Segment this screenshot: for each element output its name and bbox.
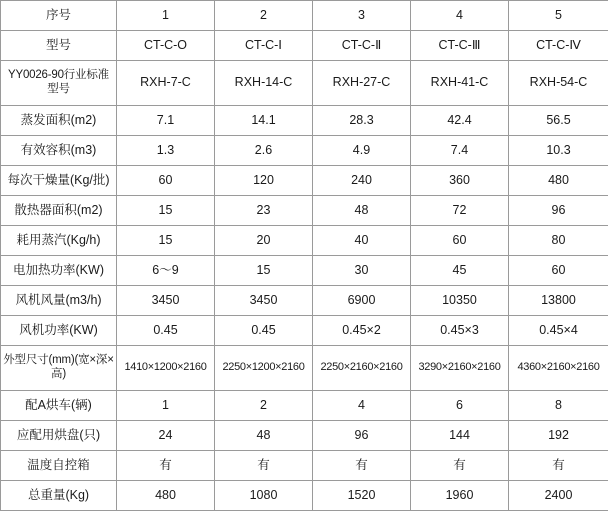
table-row [1, 136, 608, 166]
table-cell: RXH-54-C [509, 61, 608, 106]
table-cell: 120 [215, 166, 313, 196]
table-row [1, 391, 608, 421]
table-cell: 144 [411, 421, 509, 451]
table-row [1, 61, 608, 106]
table-cell: 15 [117, 226, 215, 256]
table-cell: 6900 [313, 286, 411, 316]
table-cell: 7.4 [411, 136, 509, 166]
table-cell: CT-C-Ⅳ [509, 31, 608, 61]
table-cell: 60 [509, 256, 608, 286]
table-row [1, 106, 608, 136]
row-label: 温度自控箱 [1, 451, 117, 481]
table-row [1, 346, 608, 391]
table-cell: 6 [411, 391, 509, 421]
row-label: 有效容积(m3) [1, 136, 117, 166]
table-row [1, 31, 608, 61]
table-cell: 48 [215, 421, 313, 451]
table-cell: 3 [313, 1, 411, 31]
table-cell: 14.1 [215, 106, 313, 136]
table-cell: CT-C-O [117, 31, 215, 61]
table-cell: 28.3 [313, 106, 411, 136]
table-cell: 10350 [411, 286, 509, 316]
table-row [1, 166, 608, 196]
table-cell: 1 [117, 391, 215, 421]
table-row [1, 256, 608, 286]
table-cell: 3290×2160×2160 [411, 346, 509, 391]
table-cell: 1520 [313, 481, 411, 511]
table-cell: 2400 [509, 481, 608, 511]
table-body [1, 1, 608, 511]
table-cell: 56.5 [509, 106, 608, 136]
table-cell: 1960 [411, 481, 509, 511]
table-cell: 1410×1200×2160 [117, 346, 215, 391]
table-cell: 2.6 [215, 136, 313, 166]
table-row [1, 451, 608, 481]
table-row [1, 481, 608, 511]
table-cell: 0.45×2 [313, 316, 411, 346]
table-cell: 0.45 [117, 316, 215, 346]
table-cell: 48 [313, 196, 411, 226]
table-row [1, 1, 608, 31]
table-cell: 96 [313, 421, 411, 451]
table-cell: 10.3 [509, 136, 608, 166]
table-cell: 42.4 [411, 106, 509, 136]
table-cell: RXH-27-C [313, 61, 411, 106]
table-row [1, 421, 608, 451]
table-cell: 480 [117, 481, 215, 511]
table-row [1, 226, 608, 256]
table-cell: 3450 [117, 286, 215, 316]
table-cell: RXH-7-C [117, 61, 215, 106]
table-cell: 6～9 [117, 256, 215, 286]
row-label: 风机风量(m3/h) [1, 286, 117, 316]
table-cell: 30 [313, 256, 411, 286]
table-cell: RXH-41-C [411, 61, 509, 106]
table-cell: 有 [117, 451, 215, 481]
table-cell: 0.45 [215, 316, 313, 346]
row-label: 耗用蒸汽(Kg/h) [1, 226, 117, 256]
table-cell: CT-C-Ⅰ [215, 31, 313, 61]
table-cell: 60 [117, 166, 215, 196]
table-cell: 1 [117, 1, 215, 31]
table-row [1, 316, 608, 346]
row-label: 型号 [1, 31, 117, 61]
table-cell: 480 [509, 166, 608, 196]
table-cell: 13800 [509, 286, 608, 316]
row-label: 风机功率(KW) [1, 316, 117, 346]
table-cell: 96 [509, 196, 608, 226]
row-label: 每次干燥量(Kg/批) [1, 166, 117, 196]
table-row [1, 196, 608, 226]
table-cell: 80 [509, 226, 608, 256]
table-cell: 23 [215, 196, 313, 226]
table-cell: 有 [509, 451, 608, 481]
table-cell: 360 [411, 166, 509, 196]
table-cell: 0.45×4 [509, 316, 608, 346]
table-cell: 60 [411, 226, 509, 256]
table-cell: RXH-14-C [215, 61, 313, 106]
table-cell: 有 [313, 451, 411, 481]
table-cell: 15 [117, 196, 215, 226]
table-cell: 192 [509, 421, 608, 451]
table-cell: 4 [313, 391, 411, 421]
table-cell: 2250×1200×2160 [215, 346, 313, 391]
table-cell: 4 [411, 1, 509, 31]
table-cell: 20 [215, 226, 313, 256]
row-label: YY0026-90行业标准型号 [1, 61, 117, 106]
table-cell: 4.9 [313, 136, 411, 166]
table-cell: 5 [509, 1, 608, 31]
row-label: 配A烘车(辆) [1, 391, 117, 421]
table-cell: CT-C-Ⅱ [313, 31, 411, 61]
table-cell: 有 [411, 451, 509, 481]
table-cell: CT-C-Ⅲ [411, 31, 509, 61]
row-label: 序号 [1, 1, 117, 31]
table-cell: 240 [313, 166, 411, 196]
table-cell: 45 [411, 256, 509, 286]
row-label: 应配用烘盘(只) [1, 421, 117, 451]
row-label: 外型尺寸(mm)(宽×深×高) [1, 346, 117, 391]
table-cell: 72 [411, 196, 509, 226]
table-cell: 24 [117, 421, 215, 451]
table-cell: 7.1 [117, 106, 215, 136]
table-cell: 1.3 [117, 136, 215, 166]
row-label: 散热器面积(m2) [1, 196, 117, 226]
table-cell: 3450 [215, 286, 313, 316]
table-cell: 1080 [215, 481, 313, 511]
table-cell: 2 [215, 391, 313, 421]
table-cell: 15 [215, 256, 313, 286]
table-cell: 2 [215, 1, 313, 31]
row-label: 电加热功率(KW) [1, 256, 117, 286]
table-cell: 2250×2160×2160 [313, 346, 411, 391]
table-row [1, 286, 608, 316]
row-label: 蒸发面积(m2) [1, 106, 117, 136]
table-cell: 8 [509, 391, 608, 421]
table-cell: 4360×2160×2160 [509, 346, 608, 391]
table-cell: 40 [313, 226, 411, 256]
table-cell: 有 [215, 451, 313, 481]
table-cell: 0.45×3 [411, 316, 509, 346]
row-label: 总重量(Kg) [1, 481, 117, 511]
